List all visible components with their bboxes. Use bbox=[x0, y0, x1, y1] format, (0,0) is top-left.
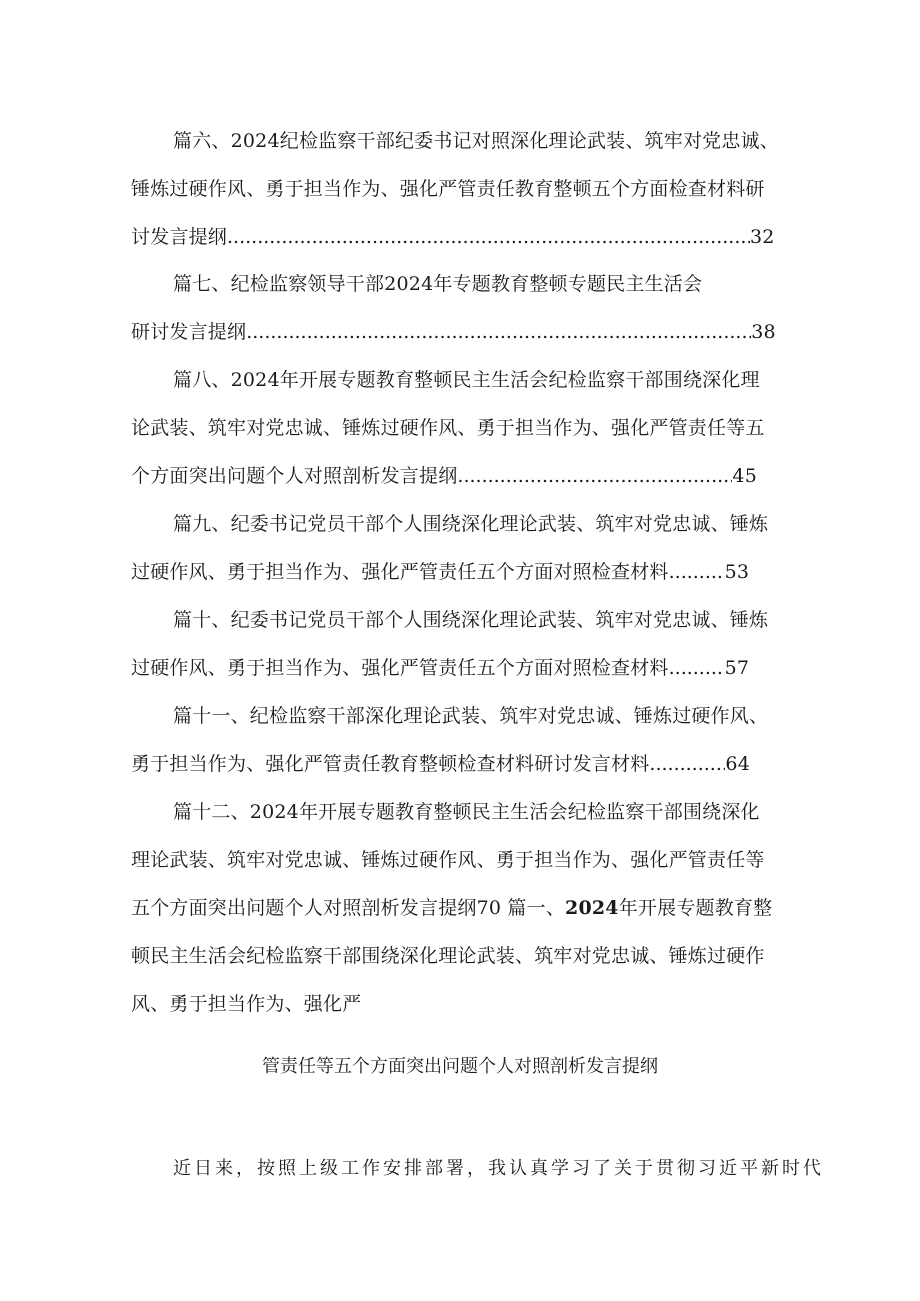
article-one-title: 管责任等五个方面突出问题个人对照剖析发言提纲 bbox=[262, 1056, 658, 1077]
toc-entry-8-line-3 bbox=[131, 464, 757, 488]
toc-leader-dots bbox=[246, 320, 751, 344]
toc-entry-11-line-2 bbox=[131, 752, 750, 776]
toc-entry-8-page: 45 bbox=[732, 465, 757, 487]
toc-leader-dots bbox=[227, 225, 750, 249]
toc-entry-10-line-2 bbox=[131, 656, 749, 680]
toc-entry-8-line-2: 论武装、筑牢对党忠诚、锤炼过硬作风、勇于担当作为、强化严管责任等五 bbox=[131, 417, 765, 439]
toc-entry-8-line-1: 篇八、2024年开展专题教育整顿民主生活会纪检监察干部围绕深化理 bbox=[173, 369, 760, 391]
toc-entry-9-line-2 bbox=[131, 560, 749, 584]
toc-entry-11-text: 勇于担当作为、强化严管责任教育整顿检查材料研讨发言材料 bbox=[131, 753, 650, 775]
toc-entry-11-line-1: 篇十一、纪检监察干部深化理论武装、筑牢对党忠诚、锤炼过硬作风、 bbox=[173, 705, 769, 727]
toc-entry-12-line-3 bbox=[131, 896, 772, 920]
toc-entry-12-line-2: 理论武装、筑牢对党忠诚、锤炼过硬作风、勇于担当作为、强化严管责任等 bbox=[131, 849, 765, 871]
toc-entry-10-text: 过硬作风、勇于担当作为、强化严管责任五个方面对照检查材料 bbox=[131, 657, 669, 679]
toc-entry-8-text: 个方面突出问题个人对照剖析发言提纲 bbox=[131, 465, 458, 487]
toc-entry-12-line-1: 篇十二、2024年开展专题教育整顿民主生活会纪检监察干部围绕深化 bbox=[173, 801, 760, 823]
toc-entry-10-line-1: 篇十、纪委书记党员干部个人围绕深化理论武装、筑牢对党忠诚、锤炼 bbox=[173, 609, 769, 631]
toc-entry-6-text: 讨发言提纲 bbox=[131, 226, 228, 248]
toc-entry-6-page: 32 bbox=[750, 226, 775, 248]
toc-entry-11-page: 64 bbox=[725, 753, 750, 775]
toc-leader-dots bbox=[649, 752, 725, 776]
toc-leader-dots bbox=[457, 464, 732, 488]
toc-entry-12-text: 五个方面突出问题个人对照剖析发言提纲70 篇一、 bbox=[131, 897, 566, 919]
toc-entry-7-line-1: 篇七、纪检监察领导干部2024年专题教育整顿专题民主生活会 bbox=[173, 273, 703, 295]
article-one-heading-start: 年开展专题教育整 bbox=[618, 897, 773, 919]
toc-entry-7-line-2 bbox=[131, 320, 776, 344]
article-one-year: 2024 bbox=[565, 897, 619, 919]
article-one-heading-line-2: 顿民主生活会纪检监察干部围绕深化理论武装、筑牢对党忠诚、锤炼过硬作 bbox=[131, 945, 765, 967]
toc-entry-9-text: 过硬作风、勇于担当作为、强化严管责任五个方面对照检查材料 bbox=[131, 561, 669, 583]
toc-entry-7-page: 38 bbox=[751, 321, 776, 343]
toc-entry-6-line-1: 篇六、2024纪检监察干部纪委书记对照深化理论武装、筑牢对党忠诚、 bbox=[173, 130, 779, 152]
toc-entry-9-line-1: 篇九、纪委书记党员干部个人围绕深化理论武装、筑牢对党忠诚、锤炼 bbox=[173, 513, 769, 535]
toc-entry-6-line-3 bbox=[131, 225, 775, 249]
toc-entry-10-page: 57 bbox=[724, 657, 750, 679]
toc-entry-9-page: 53 bbox=[724, 561, 750, 583]
toc-leader-dots bbox=[669, 560, 725, 584]
body-paragraph: 近日来，按照上级工作安排部署，我认真学习了关于贯彻习近平新时代 bbox=[173, 1158, 824, 1179]
toc-entry-6-line-2: 锤炼过硬作风、勇于担当作为、强化严管责任教育整顿五个方面检查材料研 bbox=[131, 178, 765, 200]
article-one-heading-line-3: 风、勇于担当作为、强化严 bbox=[131, 993, 362, 1015]
toc-leader-dots bbox=[669, 656, 725, 680]
toc-entry-7-text: 研讨发言提纲 bbox=[131, 321, 247, 343]
